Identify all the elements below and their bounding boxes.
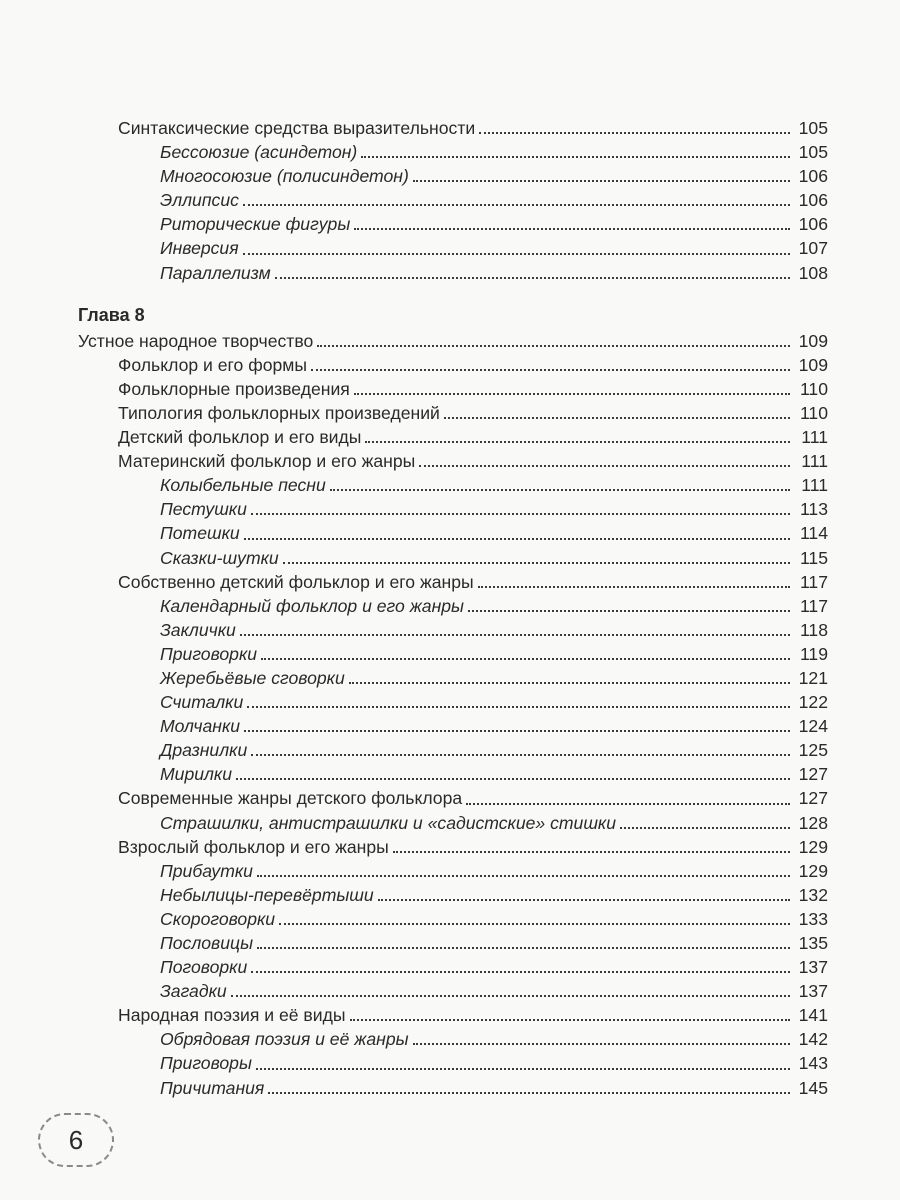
toc-entry: [78, 1076, 828, 1100]
toc-entry: [78, 666, 828, 690]
toc-entry-page: 143: [798, 1053, 828, 1074]
dot-leader: [350, 1018, 790, 1021]
toc-entry-page: 133: [798, 908, 828, 929]
toc-entry: [78, 329, 828, 353]
dot-leader: [240, 633, 790, 636]
toc-entry-page: 121: [798, 667, 828, 688]
dot-leader: [257, 874, 790, 877]
toc-entry-page: 114: [799, 523, 828, 544]
toc-entry: [78, 425, 828, 449]
toc-entry-title: Страшилки, антистрашилки и «садистские» стишки: [160, 812, 617, 833]
toc-entry-page: 117: [799, 595, 828, 616]
toc-entry-page: 119: [799, 643, 828, 664]
toc-entry-title: Молчанки: [160, 716, 241, 737]
toc-entry-page: 111: [801, 475, 828, 496]
toc-entry: [78, 473, 828, 497]
dot-leader: [231, 994, 790, 997]
dot-leader: [261, 657, 790, 660]
toc-entry-page: 145: [798, 1077, 828, 1098]
toc-entry-title: Скороговорки: [160, 908, 276, 929]
dot-leader: [311, 368, 790, 371]
toc-entry-title: Эллипсис: [160, 190, 239, 211]
toc-entry-page: 106: [798, 190, 828, 211]
toc-entry: [78, 738, 828, 762]
toc-entry: [78, 883, 828, 907]
toc-entry-title: Детский фольклор и его виды: [118, 427, 362, 448]
dot-leader: [251, 512, 790, 515]
toc-entry-title: Небылицы-перевёртыши: [160, 884, 374, 905]
dot-leader: [243, 203, 790, 206]
toc-entry: [78, 811, 828, 835]
toc-entry-page: 137: [798, 981, 828, 1002]
toc-entry-page: 110: [799, 378, 828, 399]
dot-leader: [466, 802, 790, 805]
toc-entry-title: Типология фольклорных произведений: [118, 402, 440, 423]
dot-leader: [268, 1091, 790, 1094]
toc-entry-title: Календарный фольклор и его жанры: [160, 595, 465, 616]
toc-entry: [78, 1027, 828, 1051]
toc-entry: [78, 931, 828, 955]
toc-entry-title: Материнский фольклор и его жанры: [118, 451, 416, 472]
toc-entry-title: Собственно детский фольклор и его жанры: [118, 571, 474, 592]
dot-leader: [236, 777, 790, 780]
toc-entry: [78, 570, 828, 594]
toc-entry: [78, 116, 828, 140]
dot-leader: [257, 946, 790, 949]
toc-entry: [78, 979, 828, 1003]
toc-entry-title: Прибаутки: [160, 860, 253, 881]
toc-entry-page: 105: [798, 118, 828, 138]
toc-entry-page: 110: [799, 402, 828, 423]
toc-entry: [78, 164, 828, 188]
toc-entry-page: 106: [798, 166, 828, 187]
toc-entry-page: 129: [798, 836, 828, 857]
dot-leader: [247, 705, 790, 708]
dot-leader: [283, 561, 790, 564]
toc-entry: [78, 236, 828, 260]
dot-leader: [243, 252, 790, 255]
toc-entry-page: 132: [798, 884, 828, 905]
toc-entry-page: 105: [798, 142, 828, 163]
toc-section-chapter-8: [78, 329, 828, 1100]
dot-leader: [361, 155, 790, 158]
toc-entry-page: 129: [798, 860, 828, 881]
toc-entry-title: Загадки: [160, 981, 227, 1002]
dot-leader: [251, 753, 790, 756]
toc-entry-title: Считалки: [160, 692, 244, 713]
dot-leader: [349, 681, 790, 684]
toc-entry-page: 107: [798, 238, 828, 259]
toc-entry-title: Многосоюзие (полисиндетон): [160, 166, 409, 187]
toc-entry-page: 127: [798, 788, 828, 809]
toc-entry-title: Сказки-шутки: [160, 547, 279, 568]
toc-entry-title: Жеребьёвые сговорки: [160, 667, 345, 688]
dot-leader: [444, 416, 790, 419]
toc-entry-title: Параллелизм: [160, 262, 271, 283]
toc-entry-title: Пословицы: [160, 933, 254, 953]
toc-entry-page: 125: [798, 740, 828, 761]
toc-entry-title: Фольклор и его формы: [118, 354, 308, 375]
toc-entry-page: 128: [798, 812, 828, 833]
toc-entry-page: 113: [799, 499, 828, 520]
toc-entry-title: Мирилки: [160, 764, 233, 785]
toc-entry: [78, 642, 828, 666]
toc-entry-title: Поговорки: [160, 957, 248, 978]
toc-entry-page: 135: [798, 933, 828, 953]
toc-section-syntax: [78, 116, 828, 285]
toc-entry-title: Фольклорные произведения: [118, 378, 350, 399]
dot-leader: [419, 464, 790, 467]
toc-entry-title: Синтаксические средства выразительности: [118, 118, 476, 138]
toc-entry: [78, 497, 828, 521]
dot-leader: [279, 922, 790, 925]
toc-entry-page: 142: [798, 1029, 828, 1050]
dot-leader: [256, 1067, 790, 1070]
toc-entry: [78, 835, 828, 859]
toc-entry-title: Бессоюзие (асиндетон): [160, 142, 358, 163]
toc-entry: [78, 714, 828, 738]
toc-entry: [78, 859, 828, 883]
toc-entry-title: Риторические фигуры: [160, 214, 351, 235]
toc-entry-title: Устное народное творчество: [78, 330, 314, 351]
toc-entry-page: 118: [799, 619, 828, 640]
toc-entry: [78, 1051, 828, 1075]
dot-leader: [244, 537, 790, 540]
toc-entry: [78, 690, 828, 714]
toc-entry-title: Пестушки: [160, 499, 247, 520]
dot-leader: [413, 179, 790, 182]
toc-entry-title: Обрядовая поэзия и её жанры: [160, 1029, 409, 1050]
toc-entry-page: 122: [798, 692, 828, 713]
toc-entry-title: Инверсия: [160, 238, 239, 259]
toc-entry: [78, 449, 828, 473]
toc-entry-page: 141: [798, 1005, 828, 1026]
toc-entry: [78, 353, 828, 377]
toc-entry-page: 137: [798, 957, 828, 978]
toc-entry-title: Современные жанры детского фольклора: [118, 788, 463, 809]
toc-entry-page: 109: [798, 354, 828, 375]
dot-leader: [468, 609, 790, 612]
toc-entry-title: Приговорки: [160, 643, 258, 664]
toc-entry: [78, 907, 828, 931]
toc-entry-page: 111: [801, 451, 828, 472]
dot-leader: [413, 1042, 790, 1045]
dot-leader: [365, 440, 790, 443]
chapter-heading: Глава 8: [78, 304, 145, 325]
toc-entry-page: 127: [798, 764, 828, 785]
dot-leader: [479, 131, 790, 134]
toc-entry-page: 117: [799, 571, 828, 592]
page-number-badge: 6: [38, 1113, 114, 1167]
dot-leader: [354, 227, 790, 230]
toc-entry: [78, 261, 828, 285]
toc-entry-title: Взрослый фольклор и его жанры: [118, 836, 389, 857]
toc-entry-title: Приговоры: [160, 1053, 252, 1074]
toc-entry-page: 124: [798, 716, 828, 737]
toc-entry: [78, 521, 828, 545]
toc-entry-page: 106: [798, 214, 828, 235]
toc-entry: [78, 140, 828, 164]
dot-leader: [393, 850, 790, 853]
toc-entry: [78, 955, 828, 979]
toc-entry: [78, 377, 828, 401]
toc-entry-title: Дразнилки: [160, 740, 248, 761]
toc-entry-page: 111: [801, 427, 828, 448]
toc-entry: [78, 762, 828, 786]
dot-leader: [478, 585, 790, 588]
dot-leader: [330, 488, 790, 491]
dot-leader: [244, 729, 790, 732]
toc-entry: [78, 188, 828, 212]
toc-entry: [78, 212, 828, 236]
toc-entry: [78, 618, 828, 642]
toc-entry: [78, 1003, 828, 1027]
dot-leader: [251, 970, 790, 973]
toc-entry-title: Народная поэзия и её виды: [118, 1005, 346, 1026]
dot-leader: [378, 898, 790, 901]
toc-entry-title: Заклички: [160, 619, 236, 640]
dot-leader: [317, 344, 790, 347]
dot-leader: [620, 826, 790, 829]
toc-entry-page: 115: [799, 547, 828, 568]
dot-leader: [354, 392, 790, 395]
table-of-contents: [78, 116, 828, 1100]
toc-entry-title: Колыбельные песни: [160, 475, 326, 496]
toc-entry-title: Потешки: [160, 523, 240, 544]
toc-entry-title: Причитания: [160, 1077, 265, 1098]
toc-entry-page: 109: [798, 330, 828, 351]
toc-entry: [78, 546, 828, 570]
toc-entry-page: 108: [798, 262, 828, 283]
toc-entry: [78, 401, 828, 425]
toc-entry: [78, 786, 828, 810]
toc-entry: [78, 594, 828, 618]
dot-leader: [275, 276, 790, 279]
